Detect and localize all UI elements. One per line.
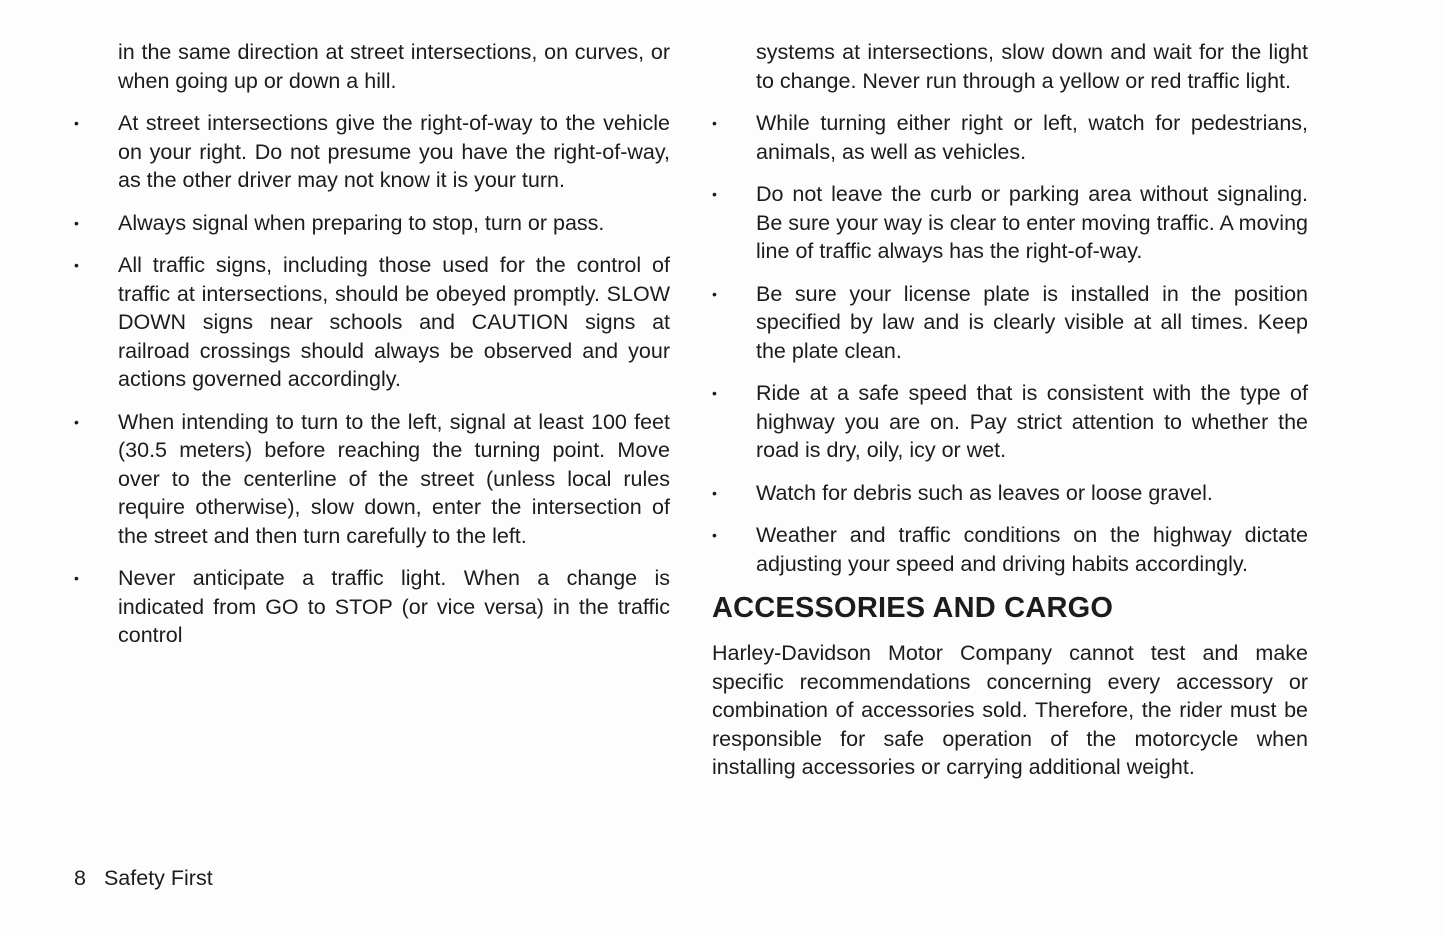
bullet-item: • Weather and traffic conditions on the highway dictate adjusting your speed and driving habits accordingly. — [712, 523, 1308, 576]
page-number: 8 — [74, 866, 86, 890]
bullet-item: • Always signal when preparing to stop, turn or pass. — [74, 209, 670, 238]
bullet-icon: • — [712, 186, 717, 202]
bullet-item: • Watch for debris such as leaves or loose gravel. — [712, 479, 1308, 508]
bullet-item: • When intending to turn to the left, signal at least 100 feet (30.5 meters) before reaching the turning point. Move over to the centerline of the street (unless local rules require otherwise), slow down, enter the intersection of the street and then turn carefully to the left. — [74, 409, 670, 548]
left-column — [74, 38, 670, 664]
bullet-icon: • — [74, 115, 79, 131]
bullet-icon: • — [712, 527, 717, 543]
bullet-icon: • — [74, 257, 79, 273]
section-heading: ACCESSORIES AND CARGO — [712, 592, 1114, 624]
bullet-icon: • — [74, 214, 79, 231]
bullet-item: • Do not leave the curb or parking area without signaling. Be sure your way is clear to enter moving traffic. A moving line of traffic always has the right-of-way. — [712, 182, 1308, 263]
section-body: Harley-Davidson Motor Company cannot test and make specific recommendations concerning every accessory or combination of accessories sold. Therefore, the rider must be responsible for safe operation of the motorcycle when installing accessories or carrying additional weight. — [712, 641, 1308, 779]
page-footer — [74, 866, 231, 891]
bullet-item: • Never anticipate a traffic light. When a change is indicated from GO to STOP (or vice versa) in the traffic control — [74, 566, 670, 647]
continuation-text: systems at intersections, slow down and wait for the light to change. Never run through a yellow or red traffic light. — [756, 40, 1308, 93]
bullet-icon: • — [712, 115, 717, 131]
bullet-item: • While turning either right or left, watch for pedestrians, animals, as well as vehicles. — [712, 111, 1308, 164]
bullet-item: • Ride at a safe speed that is consistent with the type of highway you are on. Pay strict attention to whether the road is dry, oily, icy or wet. — [712, 381, 1308, 462]
bullet-icon: • — [712, 484, 717, 501]
bullet-icon: • — [74, 570, 79, 586]
bullet-item: • Be sure your license plate is installed in the position specified by law and is clearly visible at all times. Keep the plate clean. — [712, 281, 1308, 363]
footer-section-title: Safety First — [103, 866, 213, 890]
right-column — [712, 38, 1308, 796]
bullet-item: • All traffic signs, including those used for the control of traffic at intersections, should be obeyed promptly. SLOW DOWN signs near schools and CAUTION signs at railroad crossings should always be observed and your actions governed accordingly. — [74, 253, 670, 391]
bullet-icon: • — [74, 413, 79, 430]
bullet-icon: • — [712, 385, 717, 401]
bullet-item: • At street intersections give the right-of-way to the vehicle on your right. Do not presume you have the right-of-way, as the other driver may not know it is your turn. — [74, 111, 670, 192]
continuation-text: in the same direction at street intersections, on curves, or when going up or down a hill. — [118, 40, 670, 93]
bullet-icon: • — [712, 285, 717, 302]
